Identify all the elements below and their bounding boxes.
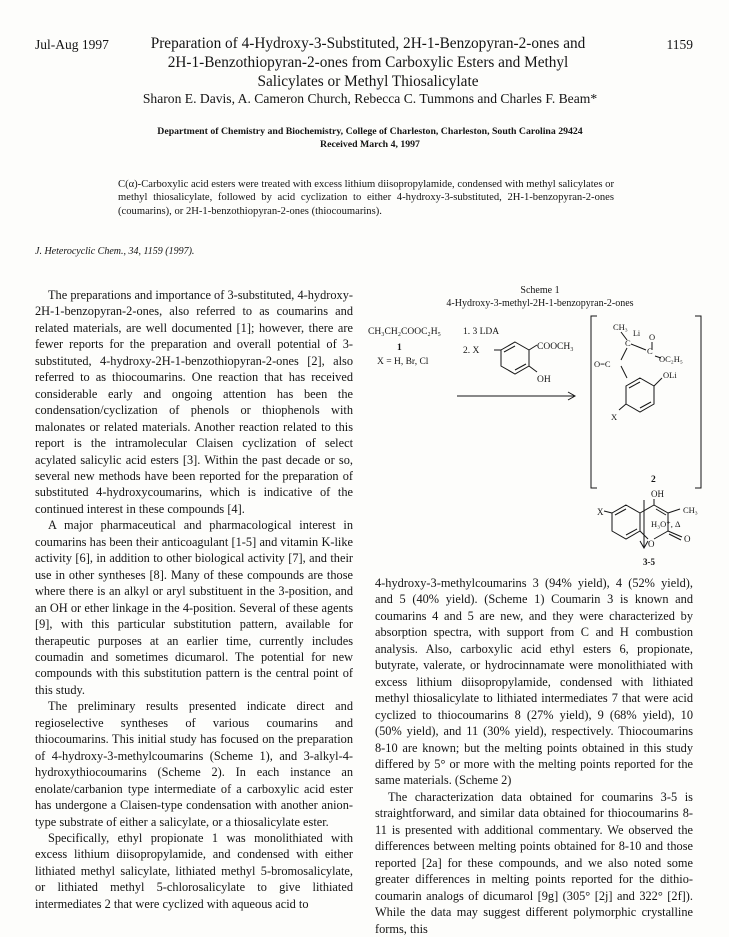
scheme-subtitle: 4-Hydroxy-3-methyl-2H-1-benzopyran-2-ones [446,298,634,309]
paragraph: The preliminary results presented indicate direct and regioselective syntheses of various coumarins and thiocoumarins. This initial study has focused on the preparation of 4-hydroxy-3-methylcoumarins (Scheme 1), and 3-alkyl-4-hydroxythiocoumarins (Scheme 2). In each instance an enolate/carbanion type intermediate of a carboxylic acid ester has undergone a Claisen-type condensation with another anion-type substrate of either a salicylate, or a thiosalicylate ester. [35,699,353,829]
int-x: X [611,412,618,422]
x-definition: X = H, Br, Cl [377,357,429,367]
scheme-heading [395,284,685,310]
page-number: 1159 [666,37,693,52]
product-skeleton [604,499,682,540]
paragraph: Specifically, ethyl propionate 1 was monolithiated with excess lithium diisopropylamide, and condensed with either lithiated methyl salicylate, lithiated methyl 5-bromosalicylate, or lithiated methyl 5-chlorosalicylate to give lithiated intermediates 2 that were cyclized with aqueous acid to [35,830,353,911]
article-title [120,34,616,91]
abstract: C(α)-Carboxylic acid esters were treated with excess lithium diisopropylamide, condensed with methyl salicylates or methyl thiosalicylate, followed by acid cyclization to either 4-hydroxy-3-substituted, 2H-1-benzopyran-2-ones (coumarins), or 2H-1-benzothiopyran-2-ones (thiocoumarins). [118,179,614,217]
int-oli: OLi [663,370,677,380]
reactant-number: 1 [397,343,402,353]
int-oc2h5: OC₂H₅ [659,354,683,364]
int-oc: O=C [594,359,611,369]
affiliation: Department of Chemistry and Biochemistry, College of Charleston, Charleston, South Carolina 29424 [157,126,583,137]
title-line-1: Preparation of 4-Hydroxy-3-Substituted, 2H-1-Benzopyran-2-ones and [150,35,586,52]
prod-o2: O [684,534,691,544]
prod-ch3: CH₃ [683,505,698,515]
intermediate-brackets [591,316,701,488]
salicylate-ring [494,342,537,374]
step-1-reagent: 1. 3 LDA [463,327,500,337]
prod-o1: O [648,539,655,549]
prod-oh: OH [651,489,664,499]
title-line-2: 2H-1-Benzothiopyran-2-ones from Carboxylic Esters and Methyl [167,54,569,71]
int-ch3: CH₃ [613,322,628,332]
int-c1: C [625,338,631,348]
paragraph: The characterization data obtained for coumarins 3-5 is straightforward, and similar data obtained for thiocoumarins 8-11 is presented with additional commentary. We observed the differences between melting points obtained for 8-10 and those reported [2a] for these compounds, and we also noted some greater differences in melting points reported for the dithio-coumarin analogs of dicumarol [9g] (305° [2j] and 322° [2f]). While the data may suggest different polymorphic crystalline forms, this [375,789,693,936]
intermediate-number: 2 [651,475,656,485]
received-date: Received March 4, 1997 [320,139,420,150]
affiliation-block [80,125,660,151]
journal-date: Jul-Aug 1997 [35,37,109,52]
paragraph: A major pharmaceutical and pharmacological interest in coumarins has been their anticoagulant [1-5] and vitamin K-like activity [6], in addition to other biological activity [7], and their use in other syntheses [8]. Many of these compounds are those where there is an alkyl or aryl substituent in the 3-position, and an OH or ether linkage in the 4-position. Several of these agents [9], with this particular substitution pattern, available for therapeutic purposes at an earlier time, currently includes coumadin and sometimes dicumarol. The potential for new compounds with this substitution pattern is the central point of this study. [35,518,353,697]
citation [35,246,194,257]
citation-text: J. Heterocyclic Chem., 34, 1159 (1997). [35,246,195,257]
product-number: 3-5 [643,557,655,567]
scheme-label: Scheme 1 [520,285,560,296]
int-li: Li [633,329,641,338]
title-line-3: Salicylates or Methyl Thiosalicylate [257,73,479,90]
reactant-formula: CH₃CH₂COOC₂H₅ [368,327,441,337]
acid-step: H₃O⁺, Δ [651,519,681,529]
cooch3-label: COOCH₃ [537,342,574,352]
oh-label: OH [537,375,551,385]
authors: Sharon E. Davis, A. Cameron Church, Rebecca C. Tummons and Charles F. Beam* [142,91,598,106]
paragraph: 4-hydroxy-3-methylcoumarins 3 (94% yield), 4 (52% yield), and 5 (40% yield). (Scheme 1) Coumarin 3 is known and coumarins 4 and 5 are new, and they were characterized by absorption spectra, with support from C and H combustion analysis. Also, carboxylic acid ethyl esters 6, propionate, butyrate, valerate, or hydrocinnamate were monolithiated with excess lithium diisopropylamide, condensed with lithiated methyl thiosalicylate to lithiated intermediates 7 that were acid cyclized to thiocoumarins 8 (27% yield), 9 (68% yield), 10 (50% yield), and 11 (30% yield), respectively. Thiocoumarins 8-10 are known; but the melting points obtained in this study differed by 5° or more with the melting points reported for the same materials. (Scheme 2) [375,576,693,788]
paragraph: The preparations and importance of 3-substituted, 4-hydroxy-2H-1-benzopyran-2-ones, also referred to as coumarins and related materials, are well documented [1]; however, there are fewer reports for the preparation and overall potential of 3-substituted, 4-hydroxy-2H-1-benzothiopyran-2-ones [2], also referred to as thiocoumarins. One reaction that has received considerable early and ongoing attention has been the condensation/cyclization of phenols or thiophenols with malonates or related materials. Another reaction related to this report is the intramolecular Claisen cyclization of select acylated salicylic acid esters [3]. Within the past decade or so, several new methods have been reported for the preparation of substituted 4-hydroxycoumarins, which is indicative of the continued interest in these compounds [4]. [35,288,353,516]
int-c2: C [647,346,653,356]
reaction-arrow [457,392,575,400]
product-structure [580,485,720,570]
step-2-reagent: 2. X [463,346,480,356]
body-column-2 [375,575,693,937]
int-o: O [649,332,656,342]
body-column-1 [35,287,353,912]
prod-x: X [597,507,604,517]
